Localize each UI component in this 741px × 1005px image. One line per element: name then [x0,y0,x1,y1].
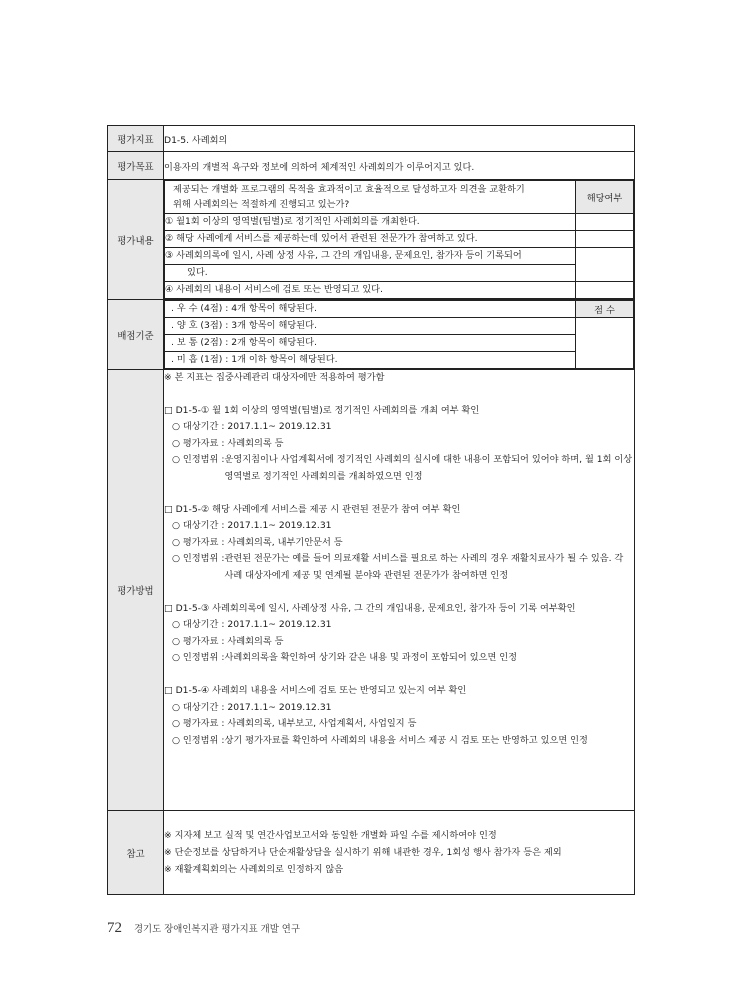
content-item-2: ② 해당 사례에게 서비스를 제공하는데 있어서 관련된 전문가가 참여하고 있다. [165,231,576,248]
method-2-period: ○ 대상기간 : 2017.1.1~ 2019.12.31 [172,520,332,532]
method-4-material: ○ 평가자료 : 사례회의록, 내부보고, 사업계획서, 사업일지 등 [172,718,417,730]
method-3-period: ○ 대상기간 : 2017.1.1~ 2019.12.31 [172,619,332,631]
method-2-scope-value: 관련된 전문가는 예를 들어 의료재활 서비스를 필요로 하는 사례의 경우 재활치료사가 될 수 있음. 각 사례 대상자에게 제공 및 연계될 분야와 관련된 전문가가 참여하면 인정 [224,553,624,581]
score-label: 배점기준 [108,300,164,370]
content-subtable [164,180,634,299]
content-intro [165,181,576,214]
score-cell [164,300,635,370]
method-row [108,370,635,811]
goal-label: 평가목표 [108,152,164,180]
answer-box-1[interactable] [576,214,634,231]
method-4-scope-key: ○ 인정범위 : [172,734,225,746]
method-1-scope [164,452,634,485]
reference-label: 참고 [108,811,164,895]
method-1-scope-key: ○ 인정범위 : [172,454,225,466]
method-2-title: □ D1-5-② 해당 사례에게 서비스를 제공 시 관련된 전문가 참여 여부 확인 [164,503,461,515]
method-label: 평가방법 [108,370,164,811]
score-row [108,300,635,370]
score-item-4: . 미 흡 (1점) : 1개 이하 항목이 해당된다. [165,352,576,369]
content-cell [164,180,635,300]
content-item-1: ① 월1회 이상의 영역별(팀별)로 정기적인 사례회의를 개최한다. [165,214,576,231]
content-intro-line-1: 제공되는 개별화 프로그램의 목적을 효과적이고 효율적으로 달성하고자 의견을 교환하기 [173,184,525,195]
score-box[interactable] [576,318,634,369]
answer-box-3[interactable] [576,248,634,282]
method-3-title: □ D1-5-③ 사례회의록에 일시, 사례상정 사유, 그 간의 개입내용, 문제요인, 참가자 등이 기록 여부확인 [164,602,576,614]
indicator-value: D1-5. 사례회의 [164,126,635,152]
content-label: 평가내용 [108,180,164,300]
method-4-period: ○ 대상기간 : 2017.1.1~ 2019.12.31 [172,701,332,713]
content-item-4: ④ 사례회의 내용이 서비스에 검토 또는 반영되고 있다. [165,282,576,299]
footer-title: 경기도 장애인복지관 평가지표 개발 연구 [134,924,300,935]
score-subtable [164,300,634,369]
score-item-1: . 우 수 (4점) : 4개 항목이 해당된다. [165,301,576,318]
content-row [108,180,635,300]
indicator-label: 평가지표 [108,126,164,152]
reference-3: ※ 재활계획회의는 사례회의로 인정하지 않음 [164,864,344,875]
evaluation-table [107,125,635,895]
page-number: 72 [107,920,122,936]
method-4-title: □ D1-5-④ 사례회의 내용을 서비스에 검토 또는 반영되고 있는지 여부 확인 [164,684,467,696]
method-3-material: ○ 평가자료 : 사례회의록 등 [172,635,284,647]
method-4-scope [164,733,634,750]
goal-value: 이용자의 개별적 욕구와 정보에 의하여 체계적인 사례회의가 이루어지고 있다. [164,152,635,180]
method-2-scope-key: ○ 인정범위 : [172,553,225,565]
method-2-material: ○ 평가자료 : 사례회의록, 내부기안문서 등 [172,536,343,548]
reference-row [108,811,635,895]
score-item-2: . 양 호 (3점) : 3개 항목이 해당된다. [165,318,576,335]
method-4-scope-value: 상기 평가자료를 확인하여 사례회의 내용을 서비스 제공 시 검토 또는 반영하고 있으면 인정 [224,734,588,746]
method-1-scope-value: 운영지침이나 사업계획서에 정기적인 사례회의 실시에 대한 내용이 포함되어 있어야 하며, 월 1회 이상 영역별로 정기적인 사례회의를 개최하였으면 인정 [224,454,633,482]
reference-cell [164,811,635,895]
method-1-title: □ D1-5-① 월 1회 이상의 영역별(팀별)로 정기적인 사례회의를 개최 여부 확인 [164,404,480,416]
answer-box-2[interactable] [576,231,634,248]
page-footer [107,920,300,937]
method-3-scope-key: ○ 인정범위 : [172,652,225,664]
score-header: 점 수 [576,301,634,318]
content-intro-line-2: 위해 사례회의는 적절하게 진행되고 있는가? [173,199,350,210]
answer-box-4[interactable] [576,282,634,299]
method-1-period: ○ 대상기간 : 2017.1.1~ 2019.12.31 [172,421,332,433]
indicator-row [108,126,635,152]
content-answer-header: 해당여부 [576,181,634,214]
content-item-3: ③ 사례회의록에 일시, 사례 상정 사유, 그 간의 개입내용, 문제요인, 참가자 등이 기록되어 [165,248,576,265]
score-item-3: . 보 통 (2점) : 2개 항목이 해당된다. [165,335,576,352]
reference-1: ※ 지자체 보고 실적 및 연간사업보고서와 동일한 개별화 파일 수를 제시하여야 인정 [164,830,497,841]
method-cell [164,370,635,811]
method-3-scope-value: 사례회의록을 확인하여 상기와 같은 내용 및 과정이 포함되어 있으면 인정 [224,652,518,664]
method-2-scope [164,551,634,584]
reference-2: ※ 단순정보를 상담하거나 단순재활상담을 실시하기 위해 내관한 경우, 1회성 행사 참가자 등은 제외 [164,847,562,858]
goal-row [108,152,635,180]
method-1-material: ○ 평가자료 : 사례회의록 등 [172,437,284,449]
method-note: ※ 본 지표는 집중사례관리 대상자에만 적용하여 평가함 [164,372,385,383]
method-3-scope [164,650,634,667]
content-item-3-cont: 있다. [165,265,576,282]
